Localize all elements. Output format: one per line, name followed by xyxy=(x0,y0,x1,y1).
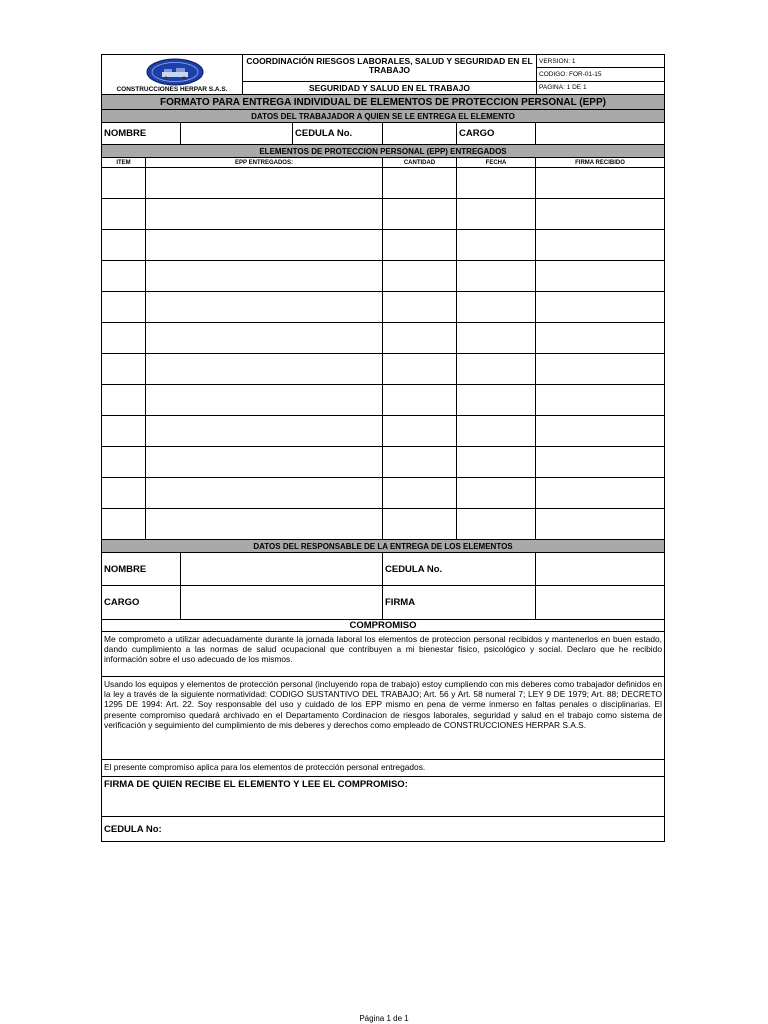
worker-section-band xyxy=(101,110,665,123)
commitment-title: COMPROMISO xyxy=(349,620,417,631)
item-cell[interactable] xyxy=(102,416,146,446)
quantity-cell[interactable] xyxy=(383,323,457,353)
responsible-id-label: CEDULA No. xyxy=(383,553,536,585)
signature-cell[interactable] xyxy=(536,478,664,508)
epp-form xyxy=(101,54,665,842)
signature-cell[interactable] xyxy=(536,416,664,446)
date-cell[interactable] xyxy=(457,292,536,322)
col-item: ITEM xyxy=(102,158,146,167)
epp-table-row xyxy=(101,323,665,354)
signature-cell[interactable] xyxy=(536,168,664,198)
worker-id-label: CEDULA No. xyxy=(293,123,383,144)
version-label: VERSION: 1 xyxy=(537,55,664,68)
epp-table-row xyxy=(101,447,665,478)
date-cell[interactable] xyxy=(457,478,536,508)
code-label: CODIGO: FOR-01-15 xyxy=(537,68,664,81)
signature-cell[interactable] xyxy=(536,261,664,291)
form-title-band xyxy=(101,95,665,110)
responsible-section-title: DATOS DEL RESPONSABLE DE LA ENTREGA DE LOS ELEMENTOS xyxy=(253,541,513,551)
quantity-cell[interactable] xyxy=(383,168,457,198)
epp-cell[interactable] xyxy=(146,416,383,446)
receiver-signature-label: FIRMA DE QUIEN RECIBE EL ELEMENTO Y LEE EL COMPROMISO: xyxy=(104,779,408,790)
date-cell[interactable] xyxy=(457,447,536,477)
epp-cell[interactable] xyxy=(146,478,383,508)
epp-cell[interactable] xyxy=(146,323,383,353)
epp-table-row xyxy=(101,261,665,292)
company-logo-icon xyxy=(146,58,204,86)
epp-table-row xyxy=(101,478,665,509)
quantity-cell[interactable] xyxy=(383,354,457,384)
signature-cell[interactable] xyxy=(536,323,664,353)
item-cell[interactable] xyxy=(102,168,146,198)
signature-cell[interactable] xyxy=(536,230,664,260)
responsible-section-band xyxy=(101,540,665,553)
item-cell[interactable] xyxy=(102,292,146,322)
date-cell[interactable] xyxy=(457,261,536,291)
commitment-paragraph-1: Me comprometo a utilizar adecuadamente durante la jornada laboral los elementos de proteccion personal recibidos y mantenerlos en buen estado, dando cumplimiento a las normas de salud ocupacional que contribuyen a mi bienestar fisico, psicológico y social. Declaro que he recibido información sobre el uso adecuado de los mismos. xyxy=(104,634,662,665)
receiver-signature-row[interactable] xyxy=(101,777,665,817)
company-name: CONSTRUCCIONES HERPAR S.A.S. xyxy=(116,86,228,93)
form-title: FORMATO PARA ENTREGA INDIVIDUAL DE ELEMENTOS DE PROTECCION PERSONAL (EPP) xyxy=(160,96,606,108)
commitment-paragraph-3-row xyxy=(101,760,665,777)
quantity-cell[interactable] xyxy=(383,509,457,539)
worker-position-label: CARGO xyxy=(457,123,536,144)
responsible-name-label: NOMBRE xyxy=(102,553,181,585)
worker-data-row xyxy=(101,123,665,145)
quantity-cell[interactable] xyxy=(383,261,457,291)
signature-cell[interactable] xyxy=(536,447,664,477)
item-cell[interactable] xyxy=(102,354,146,384)
quantity-cell[interactable] xyxy=(383,199,457,229)
epp-cell[interactable] xyxy=(146,509,383,539)
commitment-paragraph-2-row xyxy=(101,677,665,760)
responsible-signature-field[interactable] xyxy=(536,586,664,619)
worker-name-field[interactable] xyxy=(181,123,293,144)
item-cell[interactable] xyxy=(102,509,146,539)
epp-table-row xyxy=(101,354,665,385)
epp-cell[interactable] xyxy=(146,168,383,198)
responsible-position-field[interactable] xyxy=(181,586,383,619)
logo-cell xyxy=(102,55,243,94)
quantity-cell[interactable] xyxy=(383,478,457,508)
epp-table-body xyxy=(101,168,665,540)
worker-name-label: NOMBRE xyxy=(102,123,181,144)
epp-cell[interactable] xyxy=(146,230,383,260)
department-title: SEGURIDAD Y SALUD EN EL TRABAJO xyxy=(308,83,471,93)
item-cell[interactable] xyxy=(102,323,146,353)
date-cell[interactable] xyxy=(457,416,536,446)
commitment-paragraph-3: El presente compromiso aplica para los elementos de protección personal entregados. xyxy=(104,762,426,772)
page-footer: Página 1 de 1 xyxy=(359,1014,409,1023)
epp-cell[interactable] xyxy=(146,354,383,384)
col-epp: EPP ENTREGADOS: xyxy=(146,158,383,167)
epp-table-row xyxy=(101,230,665,261)
quantity-cell[interactable] xyxy=(383,292,457,322)
date-cell[interactable] xyxy=(457,354,536,384)
col-signature: FIRMA RECIBIDO xyxy=(575,159,625,166)
item-cell[interactable] xyxy=(102,478,146,508)
date-cell[interactable] xyxy=(457,230,536,260)
commitment-header xyxy=(101,620,665,632)
responsible-position-label: CARGO xyxy=(102,586,181,619)
responsible-signature-label: FIRMA xyxy=(383,586,536,619)
epp-cell[interactable] xyxy=(146,199,383,229)
date-cell[interactable] xyxy=(457,509,536,539)
epp-section-title: ELEMENTOS DE PROTECCION PERSONAL (EPP) ENTREGADOS xyxy=(259,146,507,156)
epp-table-row xyxy=(101,509,665,540)
quantity-cell[interactable] xyxy=(383,447,457,477)
col-quantity: CANTIDAD xyxy=(383,158,457,167)
responsible-id-field[interactable] xyxy=(536,553,664,585)
document-meta xyxy=(537,55,664,94)
signature-cell[interactable] xyxy=(536,509,664,539)
epp-table-row xyxy=(101,416,665,447)
epp-table-row xyxy=(101,385,665,416)
item-cell[interactable] xyxy=(102,261,146,291)
date-cell[interactable] xyxy=(457,323,536,353)
worker-position-field[interactable] xyxy=(536,123,664,144)
commitment-paragraph-2: Usando los equipos y elementos de protección personal (incluyendo ropa de trabajo) estoy cumpliendo con mis deberes como trabajador definidos en la ley a través de la siguiente normatividad: CODIGO SUSTANTIVO DEL TRABAJO; Art. 56 y Art. 58 numeral 7; LEY 9 DE 1979; Art. 88; DECRETO 1295 DE 1994: Art. 22. Soy responsable del uso y cuidado de los EPP mismo en pena de verme inmerso en faltas penales o disciplinarias. El presente compromiso quedará archivado en el Departamento Cordinacion de riesgos laborales, seguridad y salud en el trabajo como sistema de verificación y seguimiento del cumplimiento de mis deberes y derechos como empleado de CONSTRUCCIONES HERPAR S.A.S. xyxy=(104,679,662,730)
quantity-cell[interactable] xyxy=(383,416,457,446)
worker-id-field[interactable] xyxy=(383,123,457,144)
date-cell[interactable] xyxy=(457,199,536,229)
item-cell[interactable] xyxy=(102,230,146,260)
coordination-title: COORDINACIÓN RIESGOS LABORALES, SALUD Y SEGURIDAD EN EL TRABAJO xyxy=(243,55,536,82)
epp-cell[interactable] xyxy=(146,447,383,477)
receiver-id-row[interactable] xyxy=(101,817,665,842)
date-cell[interactable] xyxy=(457,385,536,415)
worker-section-title: DATOS DEL TRABAJADOR A QUIEN SE LE ENTREGA EL ELEMENTO xyxy=(251,111,515,121)
epp-table-header xyxy=(101,158,665,168)
epp-table-row xyxy=(101,168,665,199)
quantity-cell[interactable] xyxy=(383,230,457,260)
item-cell[interactable] xyxy=(102,385,146,415)
date-cell[interactable] xyxy=(457,168,536,198)
signature-cell[interactable] xyxy=(536,354,664,384)
epp-table-row xyxy=(101,292,665,323)
commitment-paragraph-1-row xyxy=(101,632,665,677)
epp-section-band xyxy=(101,145,665,158)
epp-cell[interactable] xyxy=(146,292,383,322)
quantity-cell[interactable] xyxy=(383,385,457,415)
responsible-row-1 xyxy=(101,553,665,586)
signature-cell[interactable] xyxy=(536,292,664,322)
form-header xyxy=(101,54,665,95)
page-label: PAGINA: 1 DE 1 xyxy=(539,84,587,92)
item-cell[interactable] xyxy=(102,447,146,477)
responsible-row-2 xyxy=(101,586,665,620)
item-cell[interactable] xyxy=(102,199,146,229)
signature-cell[interactable] xyxy=(536,199,664,229)
epp-cell[interactable] xyxy=(146,261,383,291)
col-date: FECHA xyxy=(457,158,536,167)
signature-cell[interactable] xyxy=(536,385,664,415)
epp-cell[interactable] xyxy=(146,385,383,415)
epp-table-row xyxy=(101,199,665,230)
title-cell xyxy=(243,55,537,94)
receiver-id-label: CEDULA No: xyxy=(104,823,162,835)
responsible-name-field[interactable] xyxy=(181,553,383,585)
